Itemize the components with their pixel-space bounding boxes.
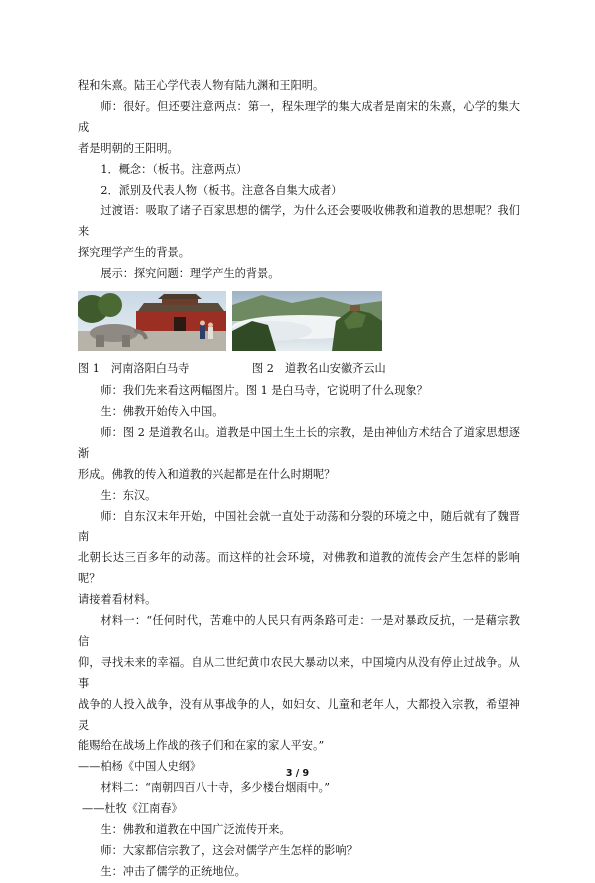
page-number: 3 / 9 bbox=[285, 768, 310, 779]
figures-row bbox=[78, 291, 520, 381]
text-line: 材料一：“任何时代，苦难中的人民只有两条路可走：一是对暴政反抗，一是藉宗教信 bbox=[78, 614, 520, 648]
text-line: 师：我们先来看这两幅图片。图 1 是白马寺，它说明了什么现象？ bbox=[100, 384, 428, 398]
text-line: 生：冲击了儒学的正统地位。 bbox=[100, 864, 246, 878]
text-line: 生：佛教和道教在中国广泛流传开来。 bbox=[100, 823, 291, 837]
text-line: 北朝长达三百多年的动荡。而这样的社会环境，对佛教和道教的流传会产生怎样的影响呢？ bbox=[78, 551, 520, 586]
text-line: 2．派别及代表人物（板书。注意各自集大成者） bbox=[100, 183, 343, 197]
text-line: 者是明朝的王阳明。 bbox=[78, 141, 179, 155]
text-line: 仰，寻找未来的幸福。自从二世纪黄巾农民大暴动以来，中国境内从没有停止过战争。从事 bbox=[78, 655, 520, 690]
text-line: 程和朱熹。陆王心学代表人物有陆九渊和王阳明。 bbox=[78, 79, 325, 92]
text-line: 形成。佛教的传入和道教的兴起都是在什么时期呢？ bbox=[78, 467, 336, 481]
text-line: 1．概念：（板书。注意两点） bbox=[100, 162, 248, 176]
qiyun-mountain-photo bbox=[232, 291, 382, 351]
baima-temple-photo bbox=[78, 291, 226, 351]
text-line: 过渡语：吸取了诸子百家思想的儒学，为什么还会要吸收佛教和道教的思想呢？我们来 bbox=[78, 204, 520, 239]
text-line: 师：图 2 是道教名山。道教是中国土生土长的宗教，是由神仙方术结合了道家思想逐渐 bbox=[78, 425, 520, 460]
text-line: 展示：探究问题：理学产生的背景。 bbox=[100, 267, 280, 281]
text-line: 探究理学产生的背景。 bbox=[78, 246, 190, 260]
text-line: 生：佛教开始传入中国。 bbox=[100, 404, 224, 418]
figure-2-caption: 图 2 道教名山安徽齐云山 bbox=[252, 362, 386, 376]
page-content bbox=[78, 76, 520, 883]
text-line: 战争的人投入战争，没有从事战争的人，如妇女、儿童和老年人，大都投入宗教，希望神灵 bbox=[78, 697, 520, 732]
text-line: 师：很好。但还要注意两点：第一，程朱理学的集大成者是南宋的朱熹，心学的集大成 bbox=[78, 99, 520, 134]
text-line: 师：自东汉末年开始，中国社会就一直处于动荡和分裂的环境之中，随后就有了魏晋南 bbox=[78, 509, 520, 544]
citation-line: ——柏杨《中国人史纲》 bbox=[78, 760, 202, 774]
text-line: 请接着看材料。 bbox=[78, 593, 157, 607]
text-line: 能赐给在战场上作战的孩子们和在家的家人平安。” bbox=[78, 739, 325, 753]
citation-line: ——杜牧《江南春》 bbox=[82, 802, 183, 816]
figure-1-caption: 图 1 河南洛阳白马寺 bbox=[78, 362, 190, 376]
text-line: 生：东汉。 bbox=[100, 488, 157, 502]
text-line: 师：大家都信宗教了，这会对儒学产生怎样的影响？ bbox=[100, 844, 358, 857]
text-line: 材料二：“南朝四百八十寺，多少楼台烟雨中。” bbox=[100, 781, 330, 795]
